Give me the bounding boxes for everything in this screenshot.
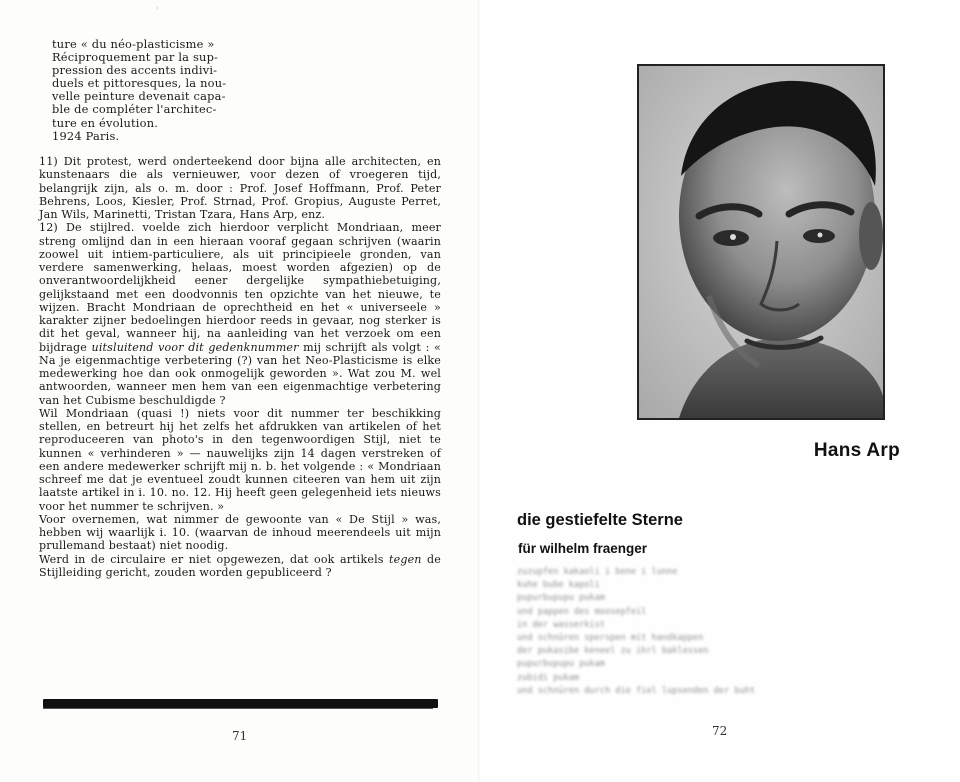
black-rule-bar	[43, 699, 438, 708]
author-name: Hans Arp	[813, 440, 900, 461]
poem-line: zubidi pukam	[517, 672, 580, 683]
french-quote-block	[52, 38, 247, 143]
footnotes-body	[39, 155, 441, 579]
poem-line: und schnüren sperspen mit handkappen	[517, 633, 704, 644]
page-number-left: 71	[232, 729, 248, 743]
paragraph-circulaire	[39, 553, 441, 580]
quote-line: 1924 Paris.	[52, 128, 120, 143]
poem-text-blurred	[517, 566, 857, 698]
footnote-11: 11) Dit protest, werd onderteekend door bijna alle architecten, en kunstenaars die als vernieuwer, voor dezen of vroegeren tijd, belangrijk zijn, als o. m. door : Prof. Josef Hoffmann, Prof. Peter Behrens, Loos, Kiesler, Prof. Strnad, Prof. Gropius, Auguste Perret, Jan Wils, Marinetti, Tristan Tzara, Hans Arp, enz.	[39, 155, 441, 221]
portrait-photo	[637, 64, 885, 420]
quote-line: ture « du néo-plasticisme »	[52, 37, 215, 51]
paragraph-mondriaan: Wil Mondriaan (quasi !) niets voor dit nummer ter beschikking stellen, en betreurt hij het zelfs het afdrukken van artikelen of het reproduceeren van photo's in den tegenwoordigen Stijl, niet te kunnen « verhinderen » — nauwelijks zijn 14 dagen verstreken of een andere medewerker schrijft mij n. b. het volgende : « Mondriaan schreef me dat je eventueel zoudt kunnen citeeren van hem uit zijn laatste artikel in i. 10. no. 12. Hij heeft geen gelegenheid iets nieuws voor het nummer te schrijven. »	[39, 406, 441, 513]
page-number-right: 72	[712, 724, 728, 738]
quote-line: duels et pittoresques, la nou-	[52, 76, 227, 91]
page-speck: ·	[156, 4, 159, 13]
poem-line: in der wasserkist	[517, 619, 605, 630]
footnote-12-text: 12) De stijlred. voelde zich hierdoor verplicht Mondriaan, meer streng omlijnd dan in een hieraan vooraf gegaan schrijven (waarin zoowel uit intiem-particuliere, als uit principieele gronden, van verdere samenwerking, helaas, moest worden afgezien) op de onverantwoordelijkheid eener dergelijke sympathiebetuiging, gelijkstaand met een doodvonnis ten opzichte van het nieuwe, te wijzen. Bracht Mondriaan de oprechtheid en het « universeele » karakter zijner bedoelingen hierdoor reeds in gevaar, nog sterker is dit het geval, wanneer hij, na aanleiding van het verzoek om een bijdrage	[39, 221, 441, 354]
poem-line: zuzupfen kakaoli i bene i lunne	[517, 567, 678, 577]
poem-line: pupurbupupu pukam	[517, 659, 605, 670]
footnote-12-emphasis: uitsluitend voor dit gedenknummer	[91, 340, 299, 354]
poem-title: die gestiefelte Sterne	[517, 511, 683, 529]
quote-line: velle peinture devenait capa-	[52, 89, 226, 104]
poem-line: kuhe bube kapoli	[517, 580, 600, 591]
quote-line: ture en évolution.	[52, 115, 159, 130]
paragraph-overnemen: Voor overnemen, wat nimmer de gewoonte van « De Stijl » was, hebben wij waarlijk i. 10. (waarvan de inhoud meerendeels uit mijn prullemand bestaat) niet noodig.	[39, 512, 441, 553]
footnote-12-text-end: mij schrijft als volgt : « Na je eigenmachtige verbetering (?) van het Neo-Plasticisme is elke medewerking hoe dan ook onmogelijk geworden ». Wat zou M. wel antwoorden, wanneer men hem van een eigenmachtige verbetering van het Cubisme beschuldigde ?	[39, 340, 441, 407]
quote-line: Réciproquement par la sup-	[52, 50, 219, 65]
poem-dedication: für wilhelm fraenger	[518, 541, 648, 556]
quote-line: pression des accents indivi-	[52, 63, 218, 78]
poem-line: und pappen des moosepfeil	[517, 606, 647, 617]
footnote-12	[39, 221, 441, 407]
quote-line: ble de compléter l'architec-	[52, 102, 217, 117]
poem-line: und schnüren durch die fiel lupsenden der buht	[517, 685, 755, 696]
circulaire-text-end: de Stijlleiding gericht, zouden worden gepubliceerd ?	[39, 552, 441, 579]
circulaire-text: Werd in de circulaire er niet opgewezen, dat ook artikels	[39, 552, 390, 566]
poem-line: der pukasibe keneel zu ihrl baklessen	[517, 646, 709, 657]
circulaire-emphasis: tegen	[389, 552, 422, 566]
poem-line: pupurbupupu pukam	[517, 593, 605, 604]
